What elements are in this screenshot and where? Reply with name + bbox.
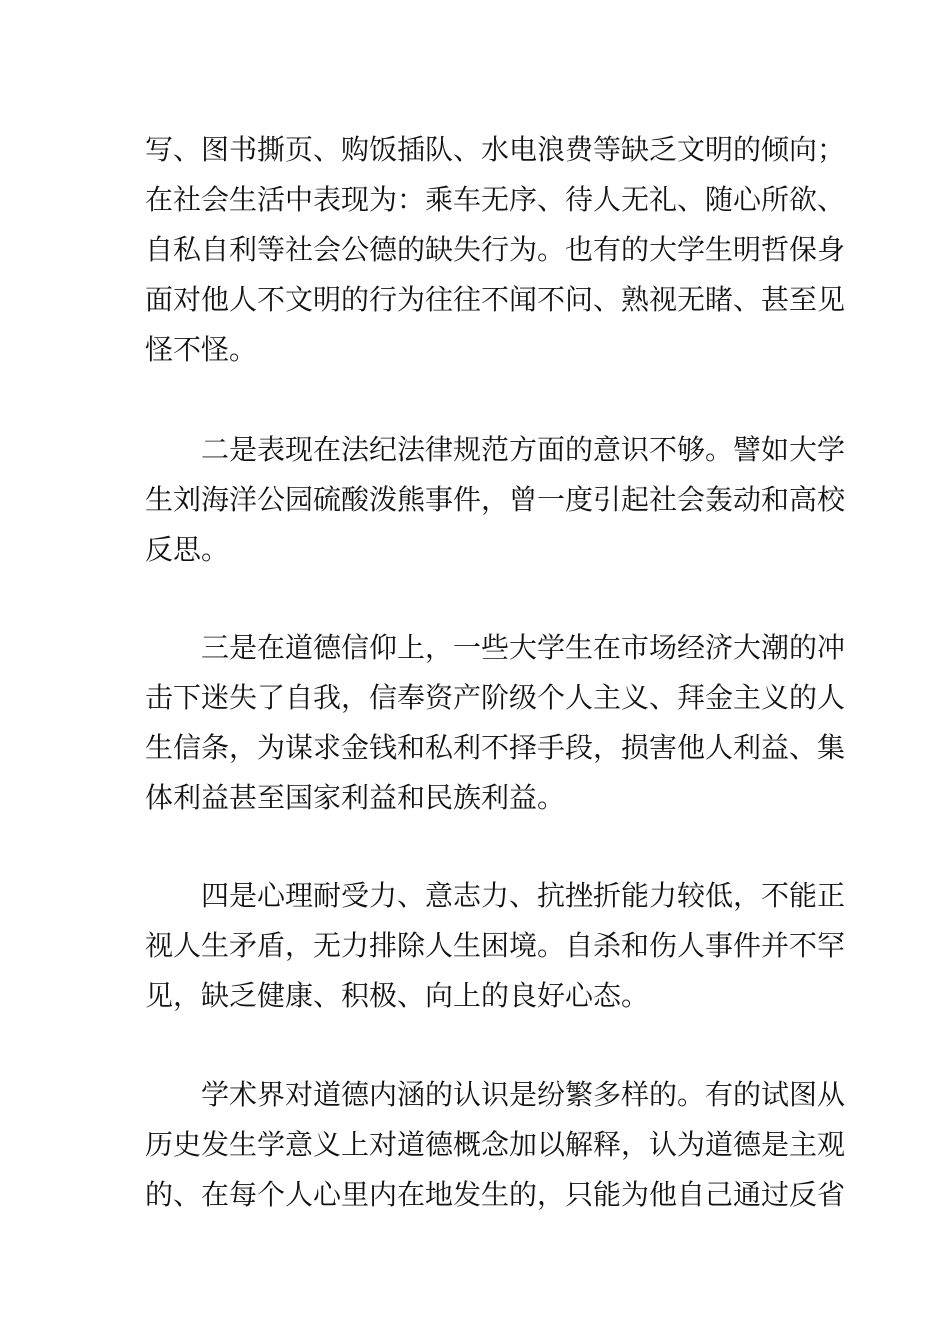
text-line: 生信条，为谋求金钱和私利不择手段，损害他人利益、集 bbox=[145, 731, 846, 764]
paragraph-2 bbox=[145, 425, 846, 575]
text-line: 怪不怪。 bbox=[145, 333, 258, 366]
text-line: 体利益甚至国家利益和民族利益。 bbox=[145, 781, 566, 814]
text-line: 反思。 bbox=[145, 533, 230, 566]
text-line: 见，缺乏健康、积极、向上的良好心态。 bbox=[145, 979, 650, 1012]
text-line: 面对他人不文明的行为往往不闻不问、熟视无睹、甚至见 bbox=[145, 283, 846, 316]
text-line: 自私自利等社会公德的缺失行为。也有的大学生明哲保身 bbox=[145, 233, 846, 266]
paragraph-3 bbox=[145, 623, 846, 823]
text-line: 击下迷失了自我，信奉资产阶级个人主义、拜金主义的人 bbox=[145, 681, 846, 714]
text-line: 视人生矛盾，无力排除人生困境。自杀和伤人事件并不罕 bbox=[145, 929, 846, 962]
text-line: 三是在道德信仰上，一些大学生在市场经济大潮的冲 bbox=[201, 631, 846, 664]
paragraph-5 bbox=[145, 1070, 846, 1220]
text-line: 写、图书撕页、购饭插队、水电浪费等缺乏文明的倾向； bbox=[145, 133, 846, 166]
paragraph-4 bbox=[145, 871, 846, 1021]
text-line: 生刘海洋公园硫酸泼熊事件，曾一度引起社会轰动和高校 bbox=[145, 483, 846, 516]
text-line: 的、在每个人心里内在地发生的，只能为他自己通过反省 bbox=[145, 1178, 846, 1211]
text-line: 在社会生活中表现为：乘车无序、待人无礼、随心所欲、 bbox=[145, 183, 846, 216]
text-line: 二是表现在法纪法律规范方面的意识不够。譬如大学 bbox=[201, 433, 846, 466]
text-line: 四是心理耐受力、意志力、抗挫折能力较低，不能正 bbox=[201, 879, 846, 912]
text-line: 历史发生学意义上对道德概念加以解释，认为道德是主观 bbox=[145, 1128, 846, 1161]
text-line: 学术界对道德内涵的认识是纷繁多样的。有的试图从 bbox=[201, 1078, 846, 1111]
paragraph-1 bbox=[145, 125, 846, 375]
